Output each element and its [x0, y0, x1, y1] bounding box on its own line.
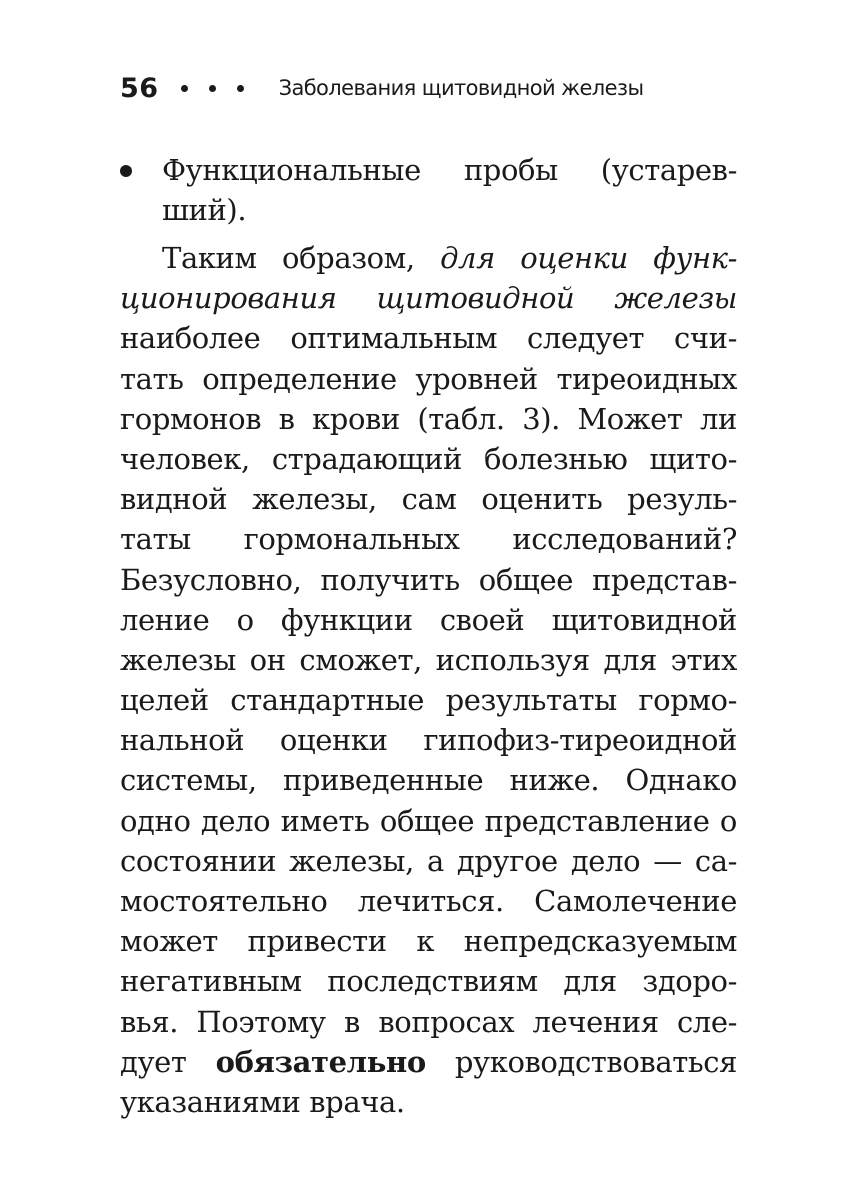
text-line: системы, приведенные ниже. Однако — [120, 763, 737, 798]
page-number: 56 — [120, 72, 159, 104]
text-line: таты гормональных исследований? — [120, 522, 737, 557]
bullet-list-item — [120, 150, 737, 230]
italic-text: для оценки функ- — [440, 241, 737, 275]
text-line: мостоятельно лечиться. Самолечение — [120, 884, 737, 918]
text-line — [120, 238, 737, 278]
dot-ornament — [237, 85, 244, 92]
running-header — [120, 68, 643, 108]
text-run: руководствоваться — [425, 1044, 737, 1079]
bold-text: обязательно — [215, 1044, 426, 1079]
text-line: наиболее оптимальным следует счи- — [120, 321, 737, 356]
text-line: нальной оценки гипофиз-тиреоидной — [120, 723, 737, 758]
text-line: человек, страдающий болезнью щито- — [120, 441, 737, 476]
text-line: железы он сможет, используя для этих — [120, 642, 737, 677]
text-line: целей стандартные результаты гормо- — [120, 683, 737, 718]
bullet-icon — [120, 165, 132, 177]
dot-ornament — [209, 85, 216, 92]
text-line: тать определение уровней тиреоидных — [120, 361, 737, 396]
text-line: ший). — [162, 193, 247, 228]
text-run: дует — [120, 1044, 216, 1079]
text-line: видной железы, сам оценить резуль- — [120, 482, 737, 517]
text-line: Безусловно, получить общее представ- — [120, 562, 737, 597]
text-line: может привести к непредсказуемым — [120, 924, 737, 959]
italic-text: ционирования щитовидной железы — [120, 281, 737, 316]
text-line: гормонов в крови (табл. 3). Может ли — [120, 401, 737, 436]
dot-ornament — [181, 85, 188, 92]
header-dots-ornament — [181, 85, 265, 92]
text-line: Функциональные пробы (устарев- — [162, 153, 737, 187]
text-line — [120, 278, 737, 318]
text-line — [120, 1042, 737, 1082]
text-line: ление о функции своей щитовидной — [120, 602, 737, 637]
text-line: указаниями врача. — [120, 1084, 405, 1119]
text-line: состоянии железы, а другое дело — са- — [120, 843, 737, 878]
text-run: Таким образом, — [162, 241, 441, 275]
text-line: одно дело иметь общее представление о — [120, 803, 737, 838]
text-line: вья. Поэтому в вопросах лечения сле- — [120, 1004, 737, 1039]
text-line: негативным последствиям для здоро- — [120, 964, 737, 999]
running-title: Заболевания щитовидной железы — [278, 76, 644, 100]
body-paragraph — [120, 238, 737, 1122]
